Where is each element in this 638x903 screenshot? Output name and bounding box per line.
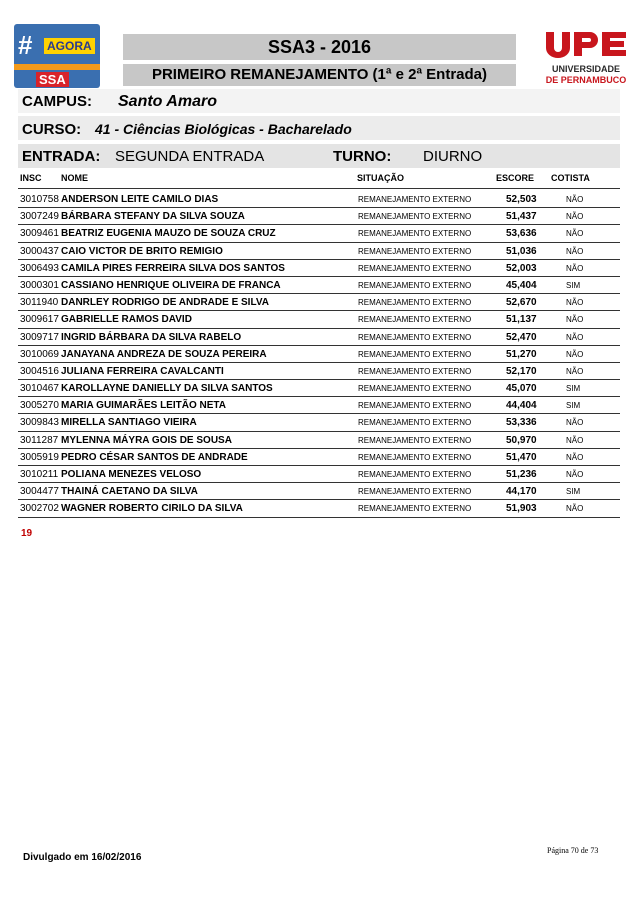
published-date: Divulgado em 16/02/2016 [23,852,142,863]
row-insc: 3005919 [20,451,59,463]
row-insc: 3004477 [20,486,59,498]
row-escore: 53,336 [506,417,537,429]
table-row [18,449,620,466]
row-escore: 51,437 [506,211,537,223]
row-escore: 52,470 [506,331,537,343]
row-insc: 3011287 [20,434,59,446]
row-cotista: NÃO [566,263,584,273]
row-insc: 3002702 [20,503,59,515]
entrada-label: ENTRADA: [22,148,101,165]
row-situacao: REMANEJAMENTO EXTERNO [358,435,472,445]
row-divider [18,517,620,518]
campus-band [18,89,620,113]
row-escore: 52,170 [506,365,537,377]
row-escore: 51,270 [506,348,537,360]
row-situacao: REMANEJAMENTO EXTERNO [358,195,472,204]
row-nome: BEATRIZ EUGENIA MAUZO DE SOUZA CRUZ [61,228,276,240]
row-nome: POLIANA MENEZES VELOSO [61,469,202,480]
row-situacao: REMANEJAMENTO EXTERNO [358,263,472,273]
hashtag-icon: # [18,30,33,60]
table-row [18,346,620,363]
row-nome: CASSIANO HENRIQUE OLIVEIRA DE FRANCA [61,279,281,291]
row-cotista: SIM [566,384,581,394]
row-insc: 3010211 [20,469,59,480]
row-cotista: NÃO [566,315,584,325]
row-escore: 51,137 [506,314,537,326]
row-cotista: SIM [566,280,581,290]
logo-agora-text: AGORA [44,38,95,54]
results-table [18,191,620,518]
row-situacao: REMANEJAMENTO EXTERNO [358,349,472,359]
row-situacao: REMANEJAMENTO EXTERNO [358,418,472,428]
upe-mark-icon [542,30,628,58]
row-cotista: NÃO [566,349,584,359]
row-insc: 3000301 [20,279,59,291]
row-insc: 3000437 [20,245,59,257]
row-nome: MARIA GUIMARÃES LEITÃO NETA [61,400,226,412]
table-row [18,329,620,346]
turno-label: TURNO: [333,148,392,165]
turno-value: DIURNO [423,148,483,165]
row-situacao: REMANEJAMENTO EXTERNO [358,298,472,308]
row-escore: 52,003 [506,262,537,274]
row-cotista: NÃO [566,452,584,462]
row-cotista: NÃO [566,332,584,342]
row-nome: MYLENNA MÁYRA GOIS DE SOUSA [61,434,232,446]
table-row [18,380,620,397]
row-escore: 52,503 [506,194,537,205]
row-cotista: SIM [566,401,581,411]
row-cotista: NÃO [566,470,584,479]
row-situacao: REMANEJAMENTO EXTERNO [358,332,472,342]
row-cotista: NÃO [566,504,584,514]
row-nome: INGRID BÁRBARA DA SILVA RABELO [61,331,242,343]
row-insc: 3006493 [20,262,59,274]
row-situacao: REMANEJAMENTO EXTERNO [358,229,472,239]
table-row [18,294,620,311]
entrada-band [18,144,620,168]
table-row [18,483,620,500]
table-row [18,208,620,225]
document-title: SSA3 - 2016 [123,34,516,60]
table-row [18,225,620,242]
row-insc: 3010758 [20,194,59,205]
row-situacao: REMANEJAMENTO EXTERNO [358,470,472,479]
row-insc: 3004516 [20,365,59,377]
row-escore: 45,070 [506,383,537,395]
header-situacao: SITUAÇÃO [357,173,404,183]
row-cotista: NÃO [566,366,584,376]
table-row [18,363,620,380]
row-nome: CAIO VICTOR DE BRITO REMIGIO [61,245,223,257]
logo-stripe [14,64,100,70]
header-insc: INSC [20,173,42,183]
row-insc: 3011940 [20,297,59,309]
table-row [18,500,620,517]
row-escore: 51,236 [506,469,537,480]
row-nome: DANRLEY RODRIGO DE ANDRADE E SILVA [61,297,269,309]
campus-label: CAMPUS: [22,93,92,110]
row-cotista: NÃO [566,246,584,256]
table-row [18,243,620,260]
row-situacao: REMANEJAMENTO EXTERNO [358,366,472,376]
row-situacao: REMANEJAMENTO EXTERNO [358,212,472,222]
row-cotista: NÃO [566,435,584,445]
row-situacao: REMANEJAMENTO EXTERNO [358,280,472,290]
logo-ssa-text: SSA [36,72,69,87]
row-escore: 45,404 [506,279,537,291]
table-header [18,170,620,189]
campus-value: Santo Amaro [118,93,217,110]
table-row [18,277,620,294]
curso-value: 41 - Ciências Biológicas - Bacharelado [95,121,352,137]
document-subtitle: PRIMEIRO REMANEJAMENTO (1ª e 2ª Entrada) [123,64,516,86]
table-row [18,432,620,449]
row-cotista: NÃO [566,212,584,222]
table-row [18,311,620,328]
row-situacao: REMANEJAMENTO EXTERNO [358,401,472,411]
row-escore: 51,903 [506,503,537,515]
row-insc: 3007249 [20,211,59,223]
row-cotista: NÃO [566,195,584,204]
row-nome: JANAYANA ANDREZA DE SOUZA PEREIRA [61,348,267,360]
entrada-value: SEGUNDA ENTRADA [115,148,265,165]
table-row [18,397,620,414]
upe-name [540,64,632,86]
row-escore: 44,170 [506,486,537,498]
upe-name-line2: DE PERNAMBUCO [545,75,627,85]
row-nome: ANDERSON LEITE CAMILO DIAS [61,194,219,205]
row-nome: PEDRO CÉSAR SANTOS DE ANDRADE [61,451,248,463]
ssa-agora-logo [14,24,100,88]
upe-name-line1: UNIVERSIDADE [551,64,620,74]
row-insc: 3010069 [20,348,59,360]
row-insc: 3009843 [20,417,59,429]
table-row [18,414,620,431]
row-escore: 53,636 [506,228,537,240]
row-escore: 51,470 [506,451,537,463]
row-cotista: NÃO [566,229,584,239]
header-escore: ESCORE [496,173,535,183]
header-nome: NOME [61,173,88,183]
table-row [18,260,620,277]
row-insc: 3005270 [20,400,59,412]
row-cotista: NÃO [566,418,584,428]
table-row [18,191,620,208]
row-nome: THAINÁ CAETANO DA SILVA [61,486,198,498]
row-situacao: REMANEJAMENTO EXTERNO [358,487,472,497]
row-insc: 3009717 [20,331,59,343]
row-insc: 3009617 [20,314,59,326]
upe-logo [540,26,632,90]
curso-label: CURSO: [22,121,82,138]
row-nome: BÁRBARA STEFANY DA SILVA SOUZA [61,211,245,223]
row-insc: 3010467 [20,383,59,395]
row-insc: 3009461 [20,228,59,240]
row-escore: 52,670 [506,297,537,309]
table-row [18,466,620,483]
row-nome: JULIANA FERREIRA CAVALCANTI [61,365,224,377]
row-nome: WAGNER ROBERTO CIRILO DA SILVA [61,503,243,515]
row-nome: KAROLLAYNE DANIELLY DA SILVA SANTOS [61,383,273,395]
row-nome: GABRIELLE RAMOS DAVID [61,314,192,326]
row-cotista: NÃO [566,298,584,308]
total-count: 19 [21,528,33,539]
row-escore: 44,404 [506,400,537,412]
row-situacao: REMANEJAMENTO EXTERNO [358,384,472,394]
row-situacao: REMANEJAMENTO EXTERNO [358,452,472,462]
header-cotista: COTISTA [551,173,590,183]
page-number: Página 70 de 73 [547,846,599,855]
row-cotista: SIM [566,487,581,497]
row-escore: 51,036 [506,245,537,257]
row-situacao: REMANEJAMENTO EXTERNO [358,315,472,325]
row-situacao: REMANEJAMENTO EXTERNO [358,504,472,514]
row-situacao: REMANEJAMENTO EXTERNO [358,246,472,256]
row-nome: CAMILA PIRES FERREIRA SILVA DOS SANTOS [61,262,285,274]
row-escore: 50,970 [506,434,537,446]
row-nome: MIRELLA SANTIAGO VIEIRA [61,417,197,429]
